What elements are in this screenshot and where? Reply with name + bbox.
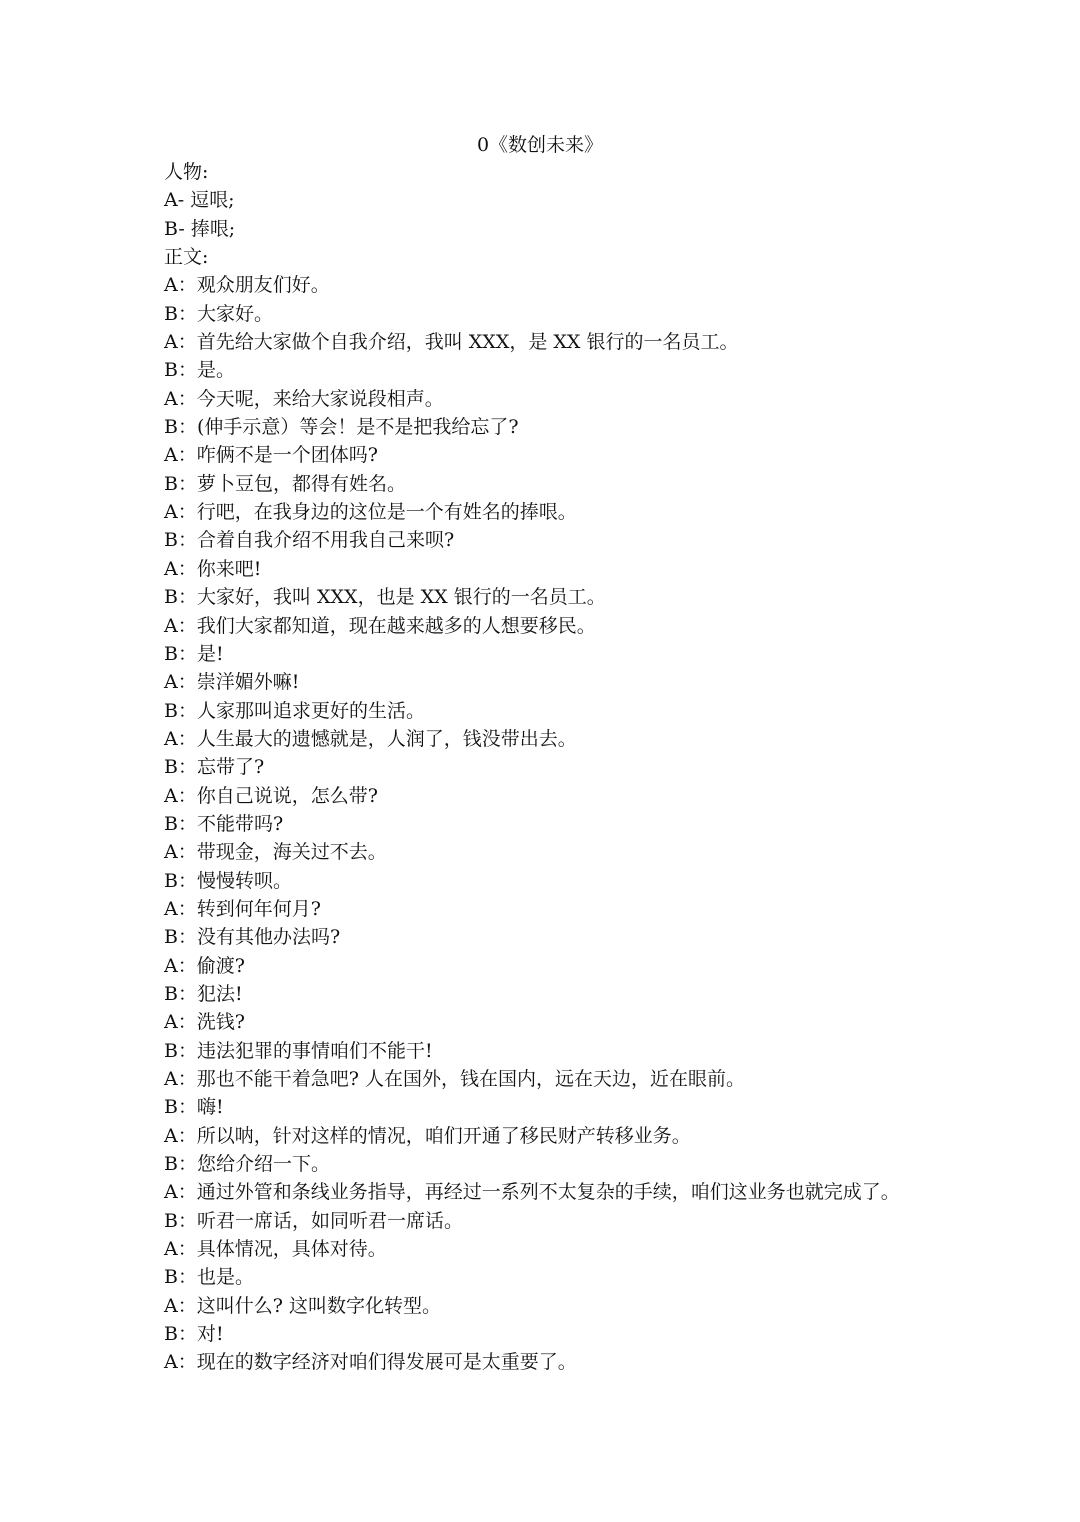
script-line: A- 逗哏; [164, 189, 235, 212]
script-line: A：洗钱? [164, 1011, 245, 1034]
script-line: A：转到何年何月? [164, 897, 321, 920]
script-line: B：您给介绍一下。 [164, 1153, 330, 1176]
script-line: 人物: [164, 161, 209, 183]
script-line: A：所以呐，针对这样的情况，咱们开通了移民财产转移业务。 [164, 1124, 691, 1147]
script-line: A：观众朋友们好。 [164, 274, 330, 297]
script-line: B：慢慢转呗。 [164, 869, 292, 892]
script-line: B：(伸手示意）等会！是不是把我给忘了? [164, 416, 519, 439]
script-line: A：你来吧! [164, 557, 262, 580]
script-line: B：犯法! [164, 982, 243, 1005]
script-line: B：是! [164, 642, 224, 665]
script-line: B：不能带吗? [164, 812, 284, 835]
script-line: A：首先给大家做个自我介绍，我叫 XXX，是 XX 银行的一名员工。 [164, 331, 739, 354]
script-line: A：咋俩不是一个团体吗? [164, 444, 378, 467]
script-line: A：行吧，在我身边的这位是一个有姓名的捧哏。 [164, 501, 577, 524]
script-line: A：这叫什么? 这叫数字化转型。 [164, 1294, 441, 1317]
script-line: A：你自己说说，怎么带? [164, 784, 378, 807]
script-line: B：大家好，我叫 XXX，也是 XX 银行的一名员工。 [164, 586, 606, 609]
script-line: B- 捧哏; [164, 217, 236, 240]
script-line: A：具体情况，具体对待。 [164, 1238, 387, 1261]
script-line: B：是。 [164, 359, 235, 382]
script-line: A：现在的数字经济对咱们得发展可是太重要了。 [164, 1351, 577, 1374]
script-line: A：我们大家都知道，现在越来越多的人想要移民。 [164, 614, 596, 637]
script-line: B：对! [164, 1323, 224, 1346]
script-line: B：听君一席话，如同听君一席话。 [164, 1209, 463, 1232]
script-line: A：崇洋媚外嘛! [164, 671, 300, 694]
script-line: A：通过外管和条线业务指导，再经过一系列不太复杂的手续，咱们这业务也就完成了。 [164, 1181, 900, 1204]
script-line: A：带现金，海关过不去。 [164, 841, 387, 864]
script-line: B：人家那叫追求更好的生活。 [164, 699, 425, 722]
script-line: B：合着自我介绍不用我自己来呗? [164, 529, 455, 552]
script-line: A：今天呢，来给大家说段相声。 [164, 387, 444, 410]
document-title: 0《数创未来》 [476, 134, 604, 156]
script-line: 正文: [164, 246, 209, 269]
script-line: A：偷渡? [164, 954, 245, 977]
script-line: B：嗨! [164, 1096, 224, 1119]
script-line: B：大家好。 [164, 302, 273, 325]
script-line: A：人生最大的遗憾就是，人润了，钱没带出去。 [164, 727, 577, 750]
script-line: B：违法犯罪的事情咱们不能干! [164, 1039, 433, 1062]
script-line: B：萝卜豆包，都得有姓名。 [164, 472, 406, 495]
script-line: A：那也不能干着急吧? 人在国外，钱在国内，远在天边，近在眼前。 [164, 1068, 745, 1090]
script-body [164, 158, 964, 1377]
script-line: B：忘带了? [164, 756, 265, 779]
script-line: B：也是。 [164, 1266, 254, 1289]
script-line: B：没有其他办法吗? [164, 926, 341, 949]
